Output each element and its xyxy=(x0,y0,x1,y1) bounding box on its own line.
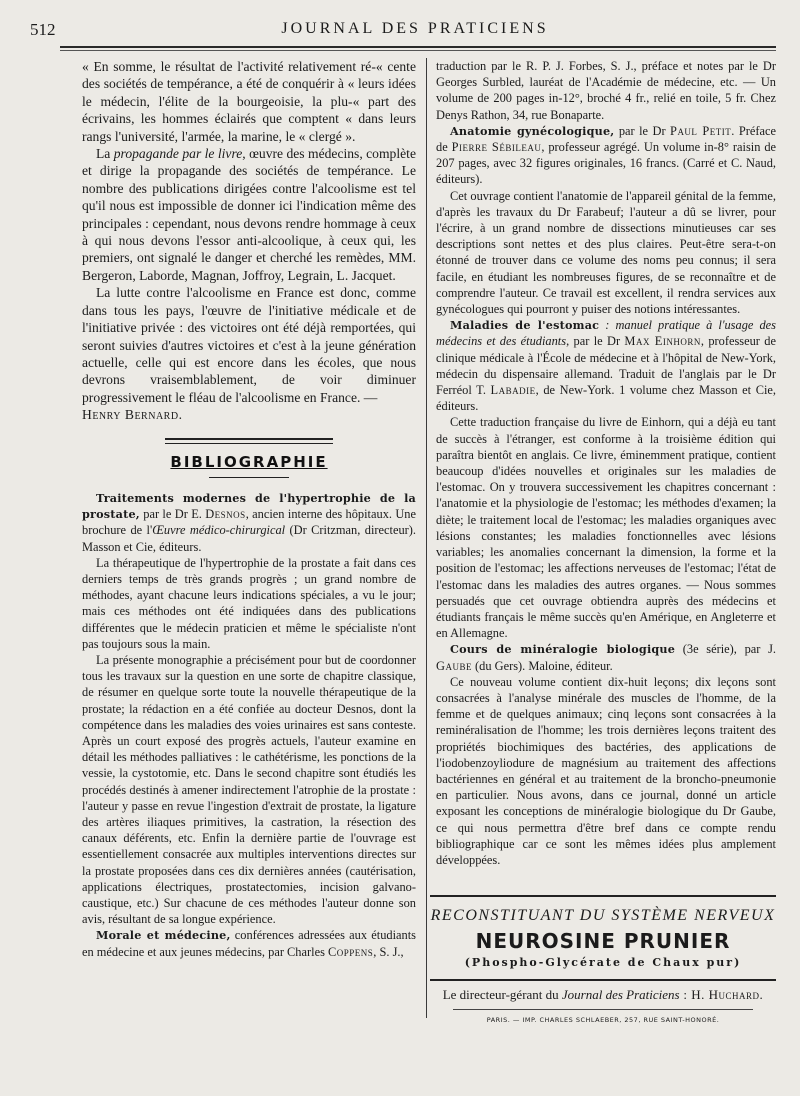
right-column xyxy=(436,58,776,868)
propaganda-paragraph xyxy=(82,145,416,284)
text-run: , S. J., xyxy=(373,944,404,959)
text-run: , professeur de clinique médicale à l'École de médecine et à l'hôpital de New-York, médecin du dispensaire allemand. Traduit de l'anglais par le Dr Ferréol T. xyxy=(436,334,776,398)
review-author: Coppens xyxy=(328,944,374,959)
text-run: , par le Dr xyxy=(566,334,625,349)
text-run: par le Dr xyxy=(614,123,671,138)
director-name: : H. Huchard. xyxy=(679,987,764,1002)
review-mineralogy-body: Ce nouveau volume contient dix-huit leçons; dix leçons sont consacrées à l'analyse minérale des muscles de l'homme, de la femme et de quelques animaux; cinq leçons sont consacrées à la reminéralisation de l'homme; les trois dernières leçons traitent des propriétés biochimiques des bactéries, des applications de l'iodobenzoyliodure de magnésium au traitement des affections bactériennes en général et au traitement de la broncho-pneumonie en particulier. Nous avons, dans ce journal, donné un article exposant les conceptions de minéralogie biologique du Dr Gaube, ce qui nous permettra d'être bref dans ce compte rendu bibliographique car ce sont les mêmes idées plus amplement développées. xyxy=(436,674,776,867)
review-stomach-body: Cette traduction française du livre de Einhorn, qui a déjà eu tant de succès à l'étranger, est conforme à la troisième édition qui paraîtra bientôt en anglais. Ce livre, éminemment pratique, contient beaucoup d'idées nouvelles et originales sur les maladies de l'estomac. On y trouvera successivement les chapitres concernant : l'anatomie et la physiologie de l'estomac; les méthodes d'examen; la diète; le traitement local de l'estomac; les maladies organiques avec lésions constantes; les maladies fonctionnelles avec lésions variables; les anomalies concernant la dimension, la forme et la position de l'estomac; les affections nerveuses de l'estomac; l'état de l'estomac dans les maladies des autres organes. — Nous sommes persuadés que cet ouvrage obtiendra auprès des médecins et étudiants français le même succès qu'en Amérique, en Angleterre et en Allemagne. xyxy=(436,415,776,641)
review-mineralogy-header xyxy=(436,641,776,673)
review-author: Paul Petit xyxy=(670,123,732,138)
ad-bottom-rule xyxy=(430,979,776,981)
article-author: Henry Bernard. xyxy=(82,407,183,423)
ad-product-description: (Phospho-Glycérate de Chaux pur) xyxy=(464,956,742,969)
review-morale-header xyxy=(82,927,416,959)
review-author: Gaube xyxy=(436,658,472,673)
journal-title: JOURNAL DES PRATICIENS xyxy=(281,20,549,37)
review-prostate-body-2: La présente monographie a précisément pour but de coordonner tous les travaux sur la question en une sorte de chapitre classique, de résumer en quelque sorte toute la nouvelle thérapeutique de la prostate; la rédaction en a été confiée au docteur Desnos, dont la compétence dans les maladies des voies urinaires est sans conteste. Après un court exposé des progrès actuels, l'auteur examine en détail les méthodes palliatives : le cathétérisme, les ponctions de la vessie, la cystotomie, etc. Dans le second chapitre sont étudiés les procédés destinés à amener indirectement l'atrophie de la prostate : l'auteur y passe en revue l'ingestion d'extrait de prostate, la ligature des artères iliaques primitives, la castration, la résection des canaux déférents, etc. Enfin la dernière partie de l'ouvrage est essentiellement consacrée aux multiples interventions directes sur la prostate proposées dans ces dix dernières années (cautérisation, applications électriques, prostatectomies, incision galvano-caustique, etc.) Sur chacune de ces méthodes l'auteur donne son avis, résultant de sa longue expérience. xyxy=(82,652,416,927)
review-stomach-header xyxy=(436,317,776,414)
review-anatomy-header xyxy=(436,123,776,188)
left-column xyxy=(82,58,416,960)
text-run: , œuvre des médecins, complète et dirige la propagande des sociétés de tempérance. Le nombre des publications dirigées contre l'alcoolisme est tel qu'il nous est impossible de donner ici l'indication même des principales : cependant, nous devons rendre hommage à ceux à qui nous devons l'essor anti-alcoolique, à ceux qui, les premiers, ont signalé le danger et cherché les remèdes, MM. Bergeron, Laborde, Magnan, Joffroy, Legrain, L. Jacquet. xyxy=(82,146,416,283)
text-run: , ancien interne des hôpitaux. Une brochure de l' xyxy=(82,507,416,538)
conclusion-paragraph: La lutte contre l'alcoolisme en France est donc, comme dans tous les pays, l'œuvre de l'initiative médicale et de l'initiative privée : des victoires ont été déjà remportées, qui seront suivies d'autres victoires et c'est à la jeune génération actuelle, celle qui est encore dans les écoles, que nous devrons vraisemblablement, de voir diminuer progressivement le fléau de l'alcoolisme en France. — xyxy=(82,285,416,405)
text-run: , de New-York. 1 volume chez Masson et Cie, éditeurs. xyxy=(436,383,776,414)
ad-product-name: NEUROSINE PRUNIER xyxy=(475,929,731,953)
review-title: Anatomie gynécologique, xyxy=(450,123,615,138)
text-run: La xyxy=(96,146,114,162)
ad-tagline: RECONSTITUANT DU SYSTÈME NERVEUX xyxy=(430,907,776,924)
column-divider xyxy=(426,58,427,1018)
review-title: Cours de minéralogie biologique xyxy=(450,642,676,657)
translator-name: Labadie xyxy=(490,383,536,398)
preface-author: Pierre Sébileau xyxy=(451,140,542,155)
text-run: (du Gers). Maloine, éditeur. xyxy=(471,658,613,673)
text-run: par le Dr E. xyxy=(139,507,206,522)
text-run: (3e série), par J. xyxy=(675,642,777,657)
header-rule xyxy=(60,46,776,48)
review-prostate-header xyxy=(82,490,416,555)
heading-underline xyxy=(209,477,289,478)
page-number: 512 xyxy=(30,20,56,39)
text-run: , professeur agrégé. Un volume in-8° raisin de 207 pages, avec 32 figures originales, 16 francs. (Carré et C. Naud, éditeurs). xyxy=(436,140,777,187)
italic-run: propagande par le livre xyxy=(113,146,243,162)
section-separator xyxy=(165,438,333,444)
review-anatomy-body: Cet ouvrage contient l'anatomie de l'appareil génital de la femme, d'après les travaux du Dr Farabeuf; l'auteur a dû se livrer, pour l'écrire, à un grand nombre de dissections minutieuses car ses descriptions sont nettes et des plus claires. Peut-être sera-t-on étonné de trouver dans ce volume des noms peu connus; il sera facile, en étudiant les nombreuses figures, de se reconnaître et de comprendre l'auteur. Ce travail est excellent, il rendra services aux gynécologues qui pourront y puiser des notions intéressantes. xyxy=(436,188,776,317)
italic-run: Œuvre médico-chirurgical xyxy=(152,523,286,538)
text-run: conférences adressées aux étudiants en médecine et aux jeunes médecins, par Charles xyxy=(82,928,416,959)
page-header xyxy=(60,18,770,40)
printer-imprint: PARIS. — IMP. CHARLES SCHLAEBER, 257, RUE SAINT-HONORÉ. xyxy=(486,1016,720,1024)
review-title: Morale et médecine, xyxy=(96,928,231,943)
review-author: Desnos xyxy=(205,507,246,522)
text-run: Le directeur-gérant du xyxy=(442,987,562,1002)
italic-run: Journal des Praticiens xyxy=(561,987,680,1002)
review-author: Max Einhorn xyxy=(624,334,701,349)
review-title: Maladies de l'estomac xyxy=(450,318,600,333)
section-heading: BIBLIOGRAPHIE xyxy=(170,452,328,471)
review-title: Traitements modernes de l'hypertrophie de la prostate, xyxy=(82,490,416,522)
header-rule-thin xyxy=(60,50,776,51)
quote-paragraph: « En somme, le résultat de l'activité relativement ré-« cente des sociétés de tempérance, a été de conquérir à « leurs idées le médecin, l'élite de la bourgeoisie, la plu-« part des écrivains, les hommes éclairés que comptent « dans leurs rangs l'université, l'armée, la marine, le « clergé ». xyxy=(82,59,416,144)
text-run: (Dr Critzman, directeur). Masson et Cie, éditeurs. xyxy=(82,523,416,554)
review-morale-continued: traduction par le R. P. J. Forbes, S. J., préface et notes par le Dr Georges Surbled, lauréat de l'Académie de médecine, etc. — Un volume de 200 pages in-12°, broché 4 fr., relié en toile, 5 fr. Chez Denys Rathon, 34, rue Bonaparte. xyxy=(436,59,776,122)
footer-rule xyxy=(453,1009,753,1010)
review-prostate-body-1: La thérapeutique de l'hypertrophie de la prostate a fait dans ces derniers temps de très grands progrès ; un grand nombre de méthodes, ayant chacune leurs indications spéciales, a vu le jour; mais ces méthodes ont été indiquées dans des publications différentes que le médecin praticien et même le spécialiste n'ont pas toujours sous la main. xyxy=(82,555,416,651)
managing-director-line xyxy=(430,987,776,1003)
advertisement-box xyxy=(430,895,776,1024)
text-run: . Préface de xyxy=(436,123,776,155)
italic-run: : manuel pratique à l'usage des médecins et des étudiants xyxy=(436,318,776,349)
